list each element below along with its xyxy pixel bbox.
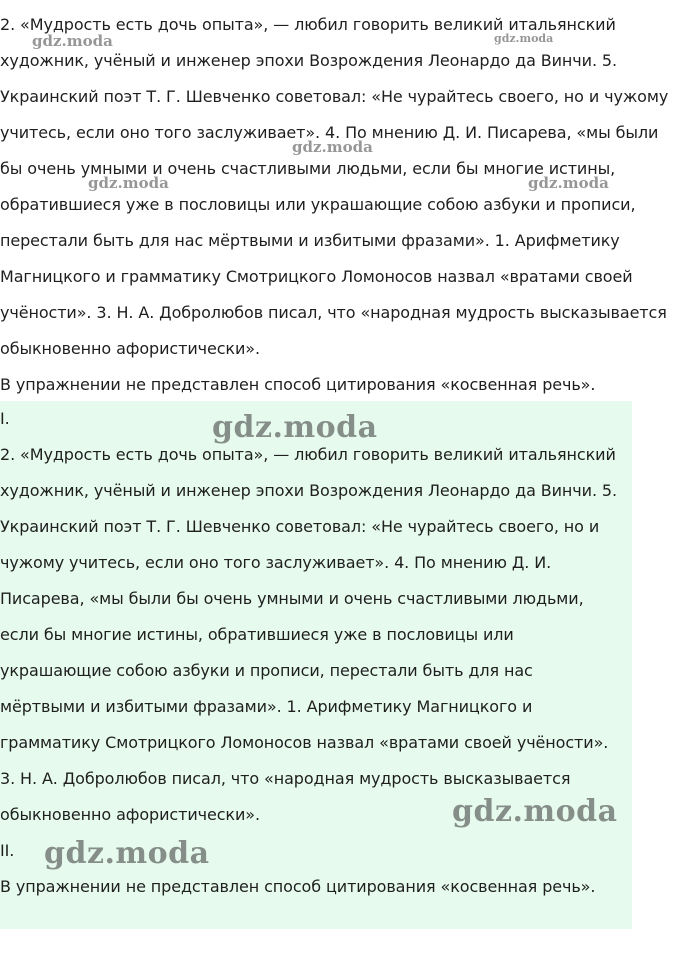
panel-line: мёртвыми и избитыми фразами». 1. Арифметику Магницкого и	[0, 697, 533, 716]
section-two-label: II.	[0, 841, 15, 860]
watermark: gdz.moda	[88, 174, 169, 192]
text-line: обыкновенно афористически».	[0, 339, 260, 358]
text-line: учёности». 3. Н. А. Добролюбов писал, что «народная мудрость высказывается	[0, 303, 667, 322]
panel-line: 2. «Мудрость есть дочь опыта», — любил говорить великий итальянский	[0, 445, 616, 464]
panel-line: Писарева, «мы были бы очень умными и очень счастливыми людьми,	[0, 589, 584, 608]
panel-line: обыкновенно афористически».	[0, 805, 260, 824]
panel-line: 3. Н. А. Добролюбов писал, что «народная мудрость высказывается	[0, 769, 571, 788]
watermark: gdz.moda	[212, 410, 378, 445]
panel-line: художник, учёный и инженер эпохи Возрождения Леонардо да Винчи. 5.	[0, 481, 617, 500]
watermark: gdz.moda	[528, 174, 609, 192]
text-line: обратившиеся уже в пословицы или украшающие собою азбуки и прописи,	[0, 195, 636, 214]
watermark: gdz.moda	[292, 138, 373, 156]
watermark: gdz.moda	[494, 32, 554, 45]
panel-line: если бы многие истины, обратившиеся уже в пословицы или	[0, 625, 514, 644]
text-line: учитесь, если оно того заслуживает». 4. По мнению Д. И. Писарева, «мы были	[0, 123, 659, 142]
watermark: gdz.moda	[32, 32, 113, 50]
note-line: В упражнении не представлен способ цитирования «косвенная речь».	[0, 375, 596, 394]
text-line: Украинский поэт Т. Г. Шевченко советовал: «Не чурайтесь своего, но и чужому	[0, 87, 669, 106]
text-line: перестали быть для нас мёртвыми и избитыми фразами». 1. Арифметику	[0, 231, 620, 250]
text-line: бы очень умными и очень счастливыми людьми, если бы многие истины,	[0, 159, 616, 178]
section-two-text: В упражнении не представлен способ цитирования «косвенная речь».	[0, 877, 596, 896]
text-line: Магницкого и грамматику Смотрицкого Ломоносов назвал «вратами своей	[0, 267, 633, 286]
answer-panel	[0, 401, 632, 929]
panel-line: Украинский поэт Т. Г. Шевченко советовал: «Не чурайтесь своего, но и	[0, 517, 600, 536]
panel-line: чужому учитесь, если оно того заслуживает». 4. По мнению Д. И.	[0, 553, 552, 572]
text-line: художник, учёный и инженер эпохи Возрождения Леонардо да Винчи. 5.	[0, 51, 617, 70]
answer-text	[0, 7, 672, 403]
watermark: gdz.moda	[44, 836, 210, 871]
text-line: 2. «Мудрость есть дочь опыта», — любил говорить великий итальянский	[0, 15, 616, 34]
panel-line: украшающие собою азбуки и прописи, перестали быть для нас	[0, 661, 533, 680]
section-one-label: I.	[0, 409, 10, 428]
watermark: gdz.moda	[452, 794, 618, 829]
panel-text	[0, 401, 632, 905]
panel-line: грамматику Смотрицкого Ломоносов назвал «вратами своей учёности».	[0, 733, 609, 752]
